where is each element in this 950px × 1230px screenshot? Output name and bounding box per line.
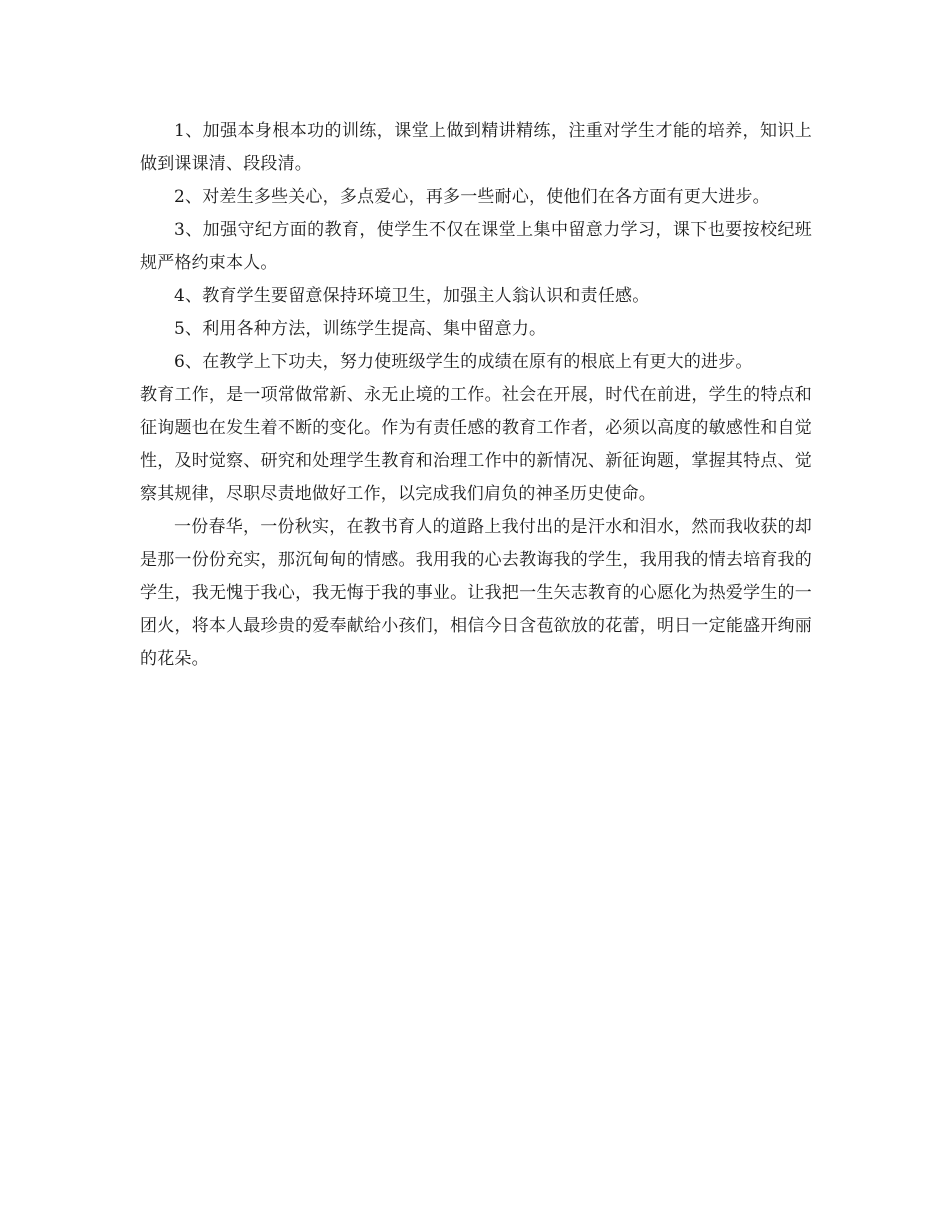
paragraph-item-5: 5、利用各种方法，训练学生提高、集中留意力。 bbox=[174, 319, 547, 339]
paragraph-item-3: 3、加强守纪方面的教育，使学生不仅在课堂上集中留意力学习，课下也要按校纪班规严格约束本人。 bbox=[140, 220, 812, 273]
paragraph-education-work: 教育工作，是一项常做常新、永无止境的工作。社会在开展，时代在前进，学生的特点和征询题也在发生着不断的变化。作为有责任感的教育工作者，必须以高度的敏感性和自觉性，及时觉察、研究和处理学生教育和治理工作中的新情况、新征询题，掌握其特点、觉察其规律，尽职尽责地做好工作，以完成我们肩负的神圣历史使命。 bbox=[140, 385, 812, 504]
paragraph-item-2: 2、对差生多些关心，多点爱心，再多一些耐心，使他们在各方面有更大进步。 bbox=[174, 187, 770, 207]
document-body bbox=[140, 115, 812, 676]
paragraph-item-1: 1、加强本身根本功的训练，课堂上做到精讲精练，注重对学生才能的培养，知识上做到课课清、段段清。 bbox=[140, 121, 812, 174]
paragraph-closing: 一份春华，一份秋实，在教书育人的道路上我付出的是汗水和泪水，然而我收获的却是那一份份充实，那沉甸甸的情感。我用我的心去教诲我的学生，我用我的情去培育我的学生，我无愧于我心，我无悔于我的事业。让我把一生矢志教育的心愿化为热爱学生的一团火，将本人最珍贵的爱奉献给小孩们，相信今日含苞欲放的花蕾，明日一定能盛开绚丽的花朵。 bbox=[140, 517, 812, 669]
paragraph-item-6: 6、在教学上下功夫，努力使班级学生的成绩在原有的根底上有更大的进步。 bbox=[174, 352, 753, 372]
paragraph-item-4: 4、教育学生要留意保持环境卫生，加强主人翁认识和责任感。 bbox=[174, 286, 650, 306]
